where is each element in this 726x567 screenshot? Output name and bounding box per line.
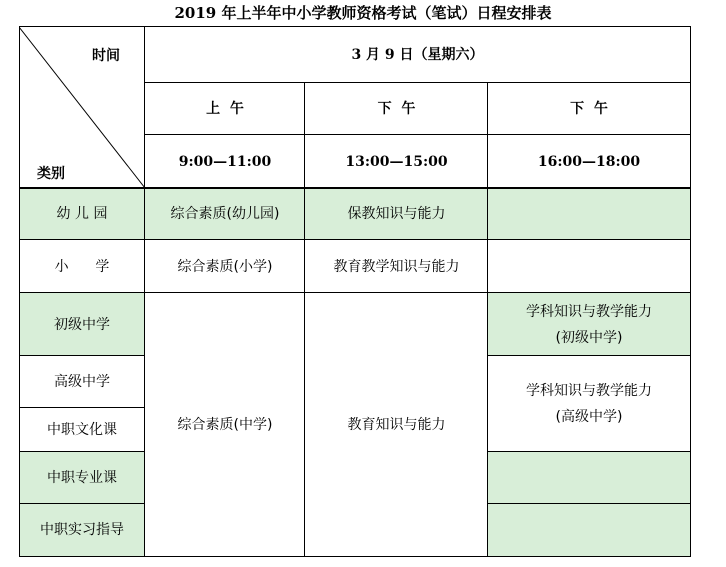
header-period-2: 下 午: [377, 101, 416, 117]
grid-line: [19, 239, 691, 240]
grid-line: [690, 26, 691, 557]
grid-line: [19, 26, 691, 27]
header-period-3: 下 午: [570, 101, 608, 117]
grid-line: [145, 134, 691, 135]
grid-line: [19, 407, 145, 408]
header-time-3: 16:00—18:00: [537, 153, 641, 170]
grid-line: [19, 292, 691, 293]
cell-junior-evening: 学科知识与教学能力 (初级中学): [488, 293, 690, 356]
grid-line: [19, 451, 145, 452]
category-primary: 小 学: [54, 258, 110, 275]
cell-primary-afternoon: 教育教学知识与能力: [333, 258, 460, 275]
grid-line: [19, 26, 20, 557]
category-junior: 初级中学: [19, 293, 145, 356]
cell-kindergarten-evening: [488, 188, 690, 240]
cell-primary-morning: 综合素质(小学): [177, 258, 273, 275]
cell-kindergarten-morning: 综合素质(幼儿园): [145, 188, 305, 240]
grid-line: [19, 503, 145, 504]
cell-kindergarten-afternoon: 保教知识与能力: [305, 188, 488, 240]
grid-line: [488, 355, 691, 356]
header-date: 3 月 9 日（星期六）: [351, 47, 484, 63]
category-vocational-professional: 中职专业课: [19, 452, 145, 504]
grid-line: [487, 82, 488, 557]
grid-line: [19, 187, 691, 189]
category-vocational-practice: 中职实习指导: [19, 504, 145, 556]
cell-secondary-morning: 综合素质(中学): [177, 416, 273, 433]
header-category-label: 类别: [37, 166, 65, 182]
cell-vocational-practice-evening: [488, 504, 690, 556]
header-time-2: 13:00—15:00: [345, 153, 448, 170]
header-time-label: 时间: [92, 48, 120, 64]
category-senior: 高级中学: [54, 374, 110, 390]
grid-line: [19, 556, 691, 557]
header-time-1: 9:00—11:00: [178, 153, 272, 170]
category-kindergarten: 幼 儿 园: [19, 188, 145, 240]
cell-secondary-afternoon: 教育知识与能力: [347, 416, 446, 433]
grid-line: [19, 355, 145, 356]
grid-line: [488, 451, 691, 452]
grid-line: [145, 82, 691, 83]
grid-line: [488, 503, 691, 504]
category-vocational-culture: 中职文化课: [47, 422, 117, 438]
cell-senior-evening: 学科知识与教学能力 (高级中学): [526, 383, 652, 425]
grid-line: [144, 26, 145, 557]
cell-vocational-professional-evening: [488, 452, 690, 504]
page-title: 2019 年上半年中小学教师资格考试（笔试）日程安排表: [174, 4, 552, 22]
header-period-1: 上 午: [206, 101, 244, 117]
grid-line: [304, 82, 305, 557]
